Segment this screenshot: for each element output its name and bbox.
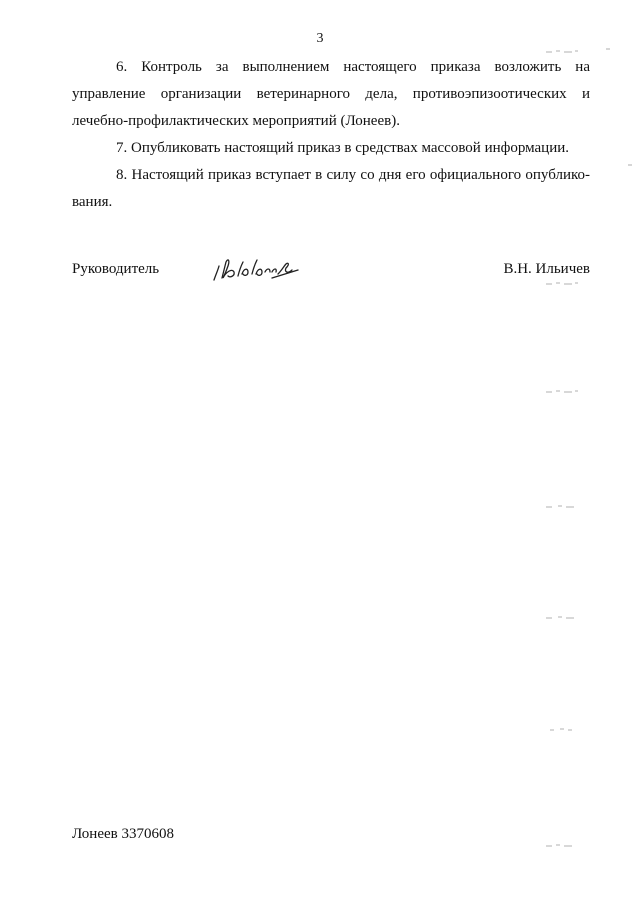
scan-artifact-icon [544,48,580,54]
handwritten-signature-icon [210,254,302,288]
page-number: 3 [316,31,324,46]
scan-artifact-icon [544,280,580,286]
scan-artifact-icon [544,503,580,509]
signatory-title: Руководитель [72,261,160,277]
executor-note: Лонеев 3370608 [72,826,174,842]
signature-block [72,258,590,288]
paragraph-7: 7. Опубликовать настоящий приказ в средствах массовой информации. [116,140,570,156]
scan-artifact-icon [544,726,580,732]
scan-artifact-icon [626,162,634,168]
paragraph-6: 6. Контроль за выполнением настоящего приказа возложить на управление организации ветеринарного дела, противоэпизоотических и лечебно-профилактических мероприятий (Лонеев). [72,59,590,129]
scan-artifact-icon [604,46,612,52]
scan-artifact-icon [544,614,580,620]
scan-artifact-icon [544,842,580,848]
signatory-name: В.Н. Ильичев [503,261,590,277]
order-body [72,54,590,216]
scan-artifact-icon [544,388,580,394]
paragraph-8: 8. Настоящий приказ вступает в силу со дня его официального опублико-вания. [72,167,590,210]
